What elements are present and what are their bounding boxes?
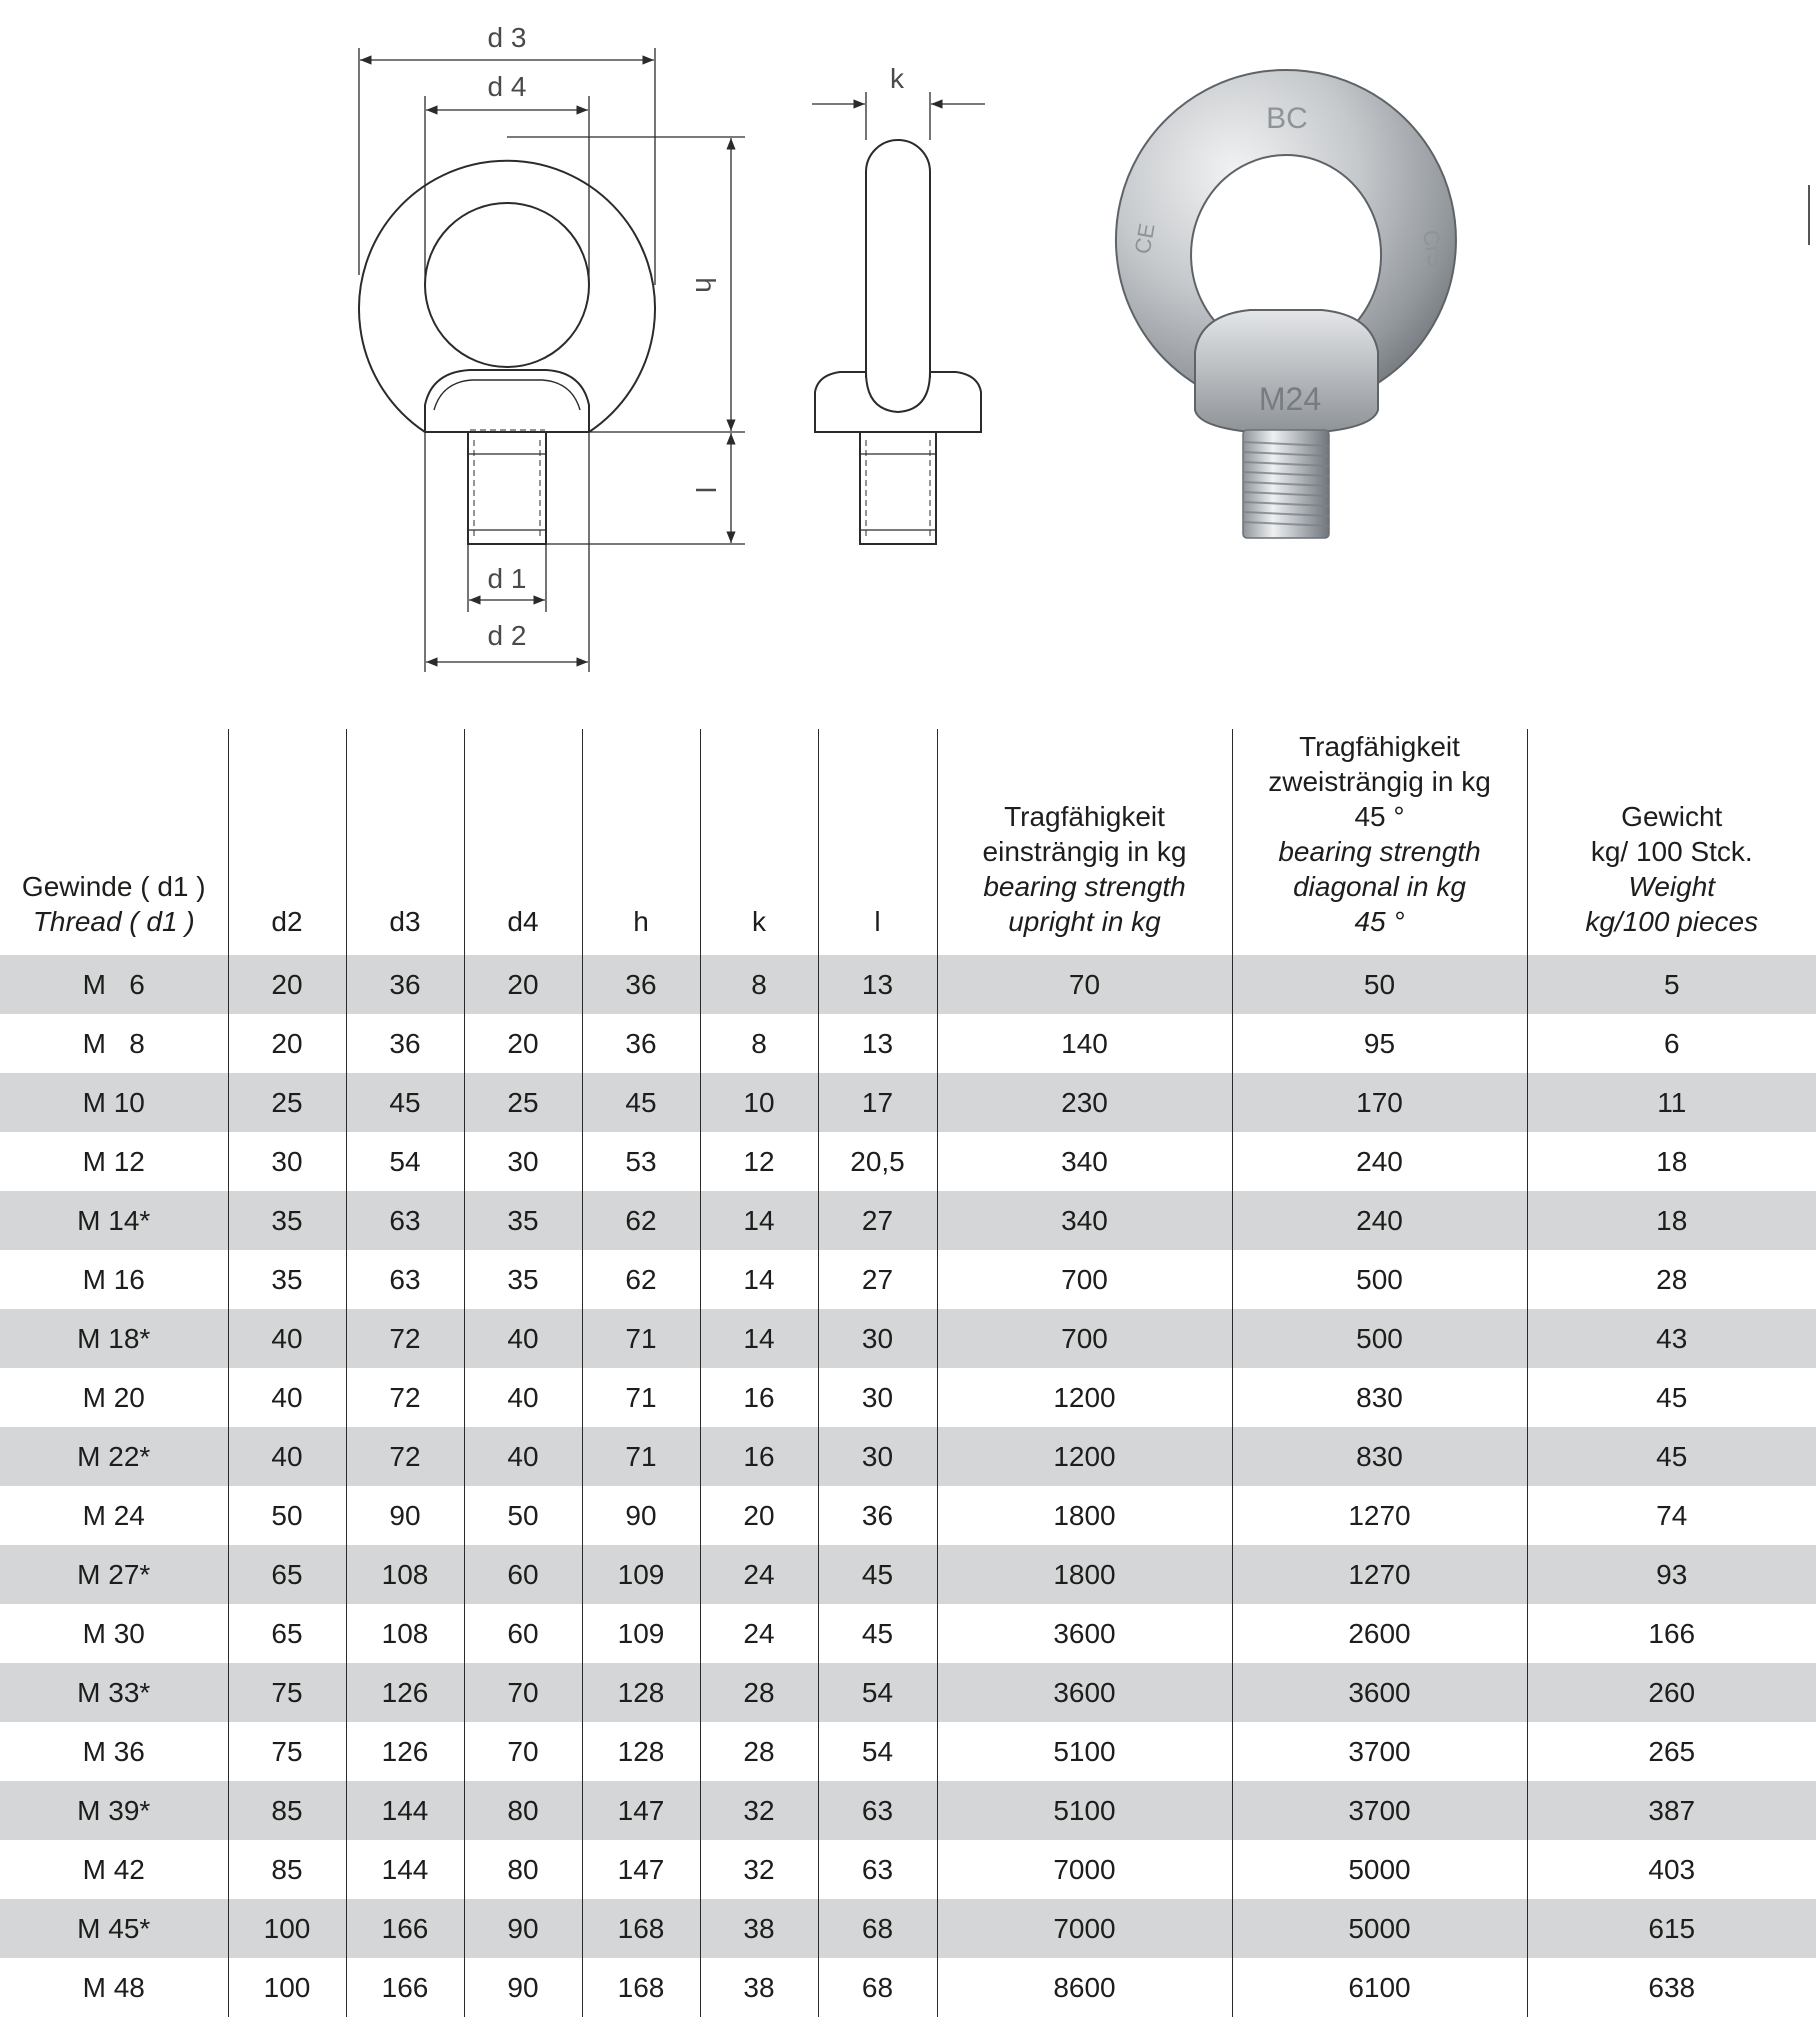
table-row <box>0 1899 1816 1958</box>
cell-weight: 11 <box>1527 1073 1816 1132</box>
cell-bearing-diagonal: 6100 <box>1232 1958 1527 2017</box>
cell-d2: 65 <box>228 1604 346 1663</box>
cell-l: 63 <box>818 1840 937 1899</box>
cell-bearing-upright: 1800 <box>937 1545 1232 1604</box>
cell-k: 38 <box>700 1899 818 1958</box>
column-header-weight <box>1527 729 1816 955</box>
cell-d3: 108 <box>346 1604 464 1663</box>
thread-shank <box>468 432 546 544</box>
cell-d4: 40 <box>464 1368 582 1427</box>
cell-d4: 20 <box>464 955 582 1014</box>
cell-h: 71 <box>582 1368 700 1427</box>
photo-marking-m24: M24 <box>1258 381 1322 417</box>
cell-d3: 63 <box>346 1191 464 1250</box>
cell-l: 63 <box>818 1781 937 1840</box>
header-line-english: kg/100 pieces <box>1585 906 1759 937</box>
cell-h: 71 <box>582 1309 700 1368</box>
cell-bearing-upright: 340 <box>937 1132 1232 1191</box>
table-header-row <box>0 729 1816 955</box>
cell-d4: 50 <box>464 1486 582 1545</box>
cell-h: 147 <box>582 1840 700 1899</box>
cell-bearing-upright: 7000 <box>937 1899 1232 1958</box>
cell-bearing-upright: 3600 <box>937 1663 1232 1722</box>
cell-h: 168 <box>582 1958 700 2017</box>
cell-thread: M 42 <box>82 1853 145 1885</box>
header-line-english: bearing strength <box>1278 836 1481 867</box>
cell-h: 109 <box>582 1604 700 1663</box>
cell-d2: 35 <box>228 1250 346 1309</box>
cell-h: 71 <box>582 1427 700 1486</box>
cell-bearing-upright: 1200 <box>937 1427 1232 1486</box>
cell-bearing-upright: 140 <box>937 1014 1232 1073</box>
cell-bearing-diagonal: 240 <box>1232 1191 1527 1250</box>
cell-d3: 72 <box>346 1309 464 1368</box>
cell-thread: M 22* <box>0 1427 228 1486</box>
cell-weight: 638 <box>1527 1958 1816 2017</box>
cell-k: 20 <box>700 1486 818 1545</box>
cell-weight: 18 <box>1527 1132 1816 1191</box>
table-row <box>0 1663 1816 1722</box>
cell-l: 13 <box>818 1014 937 1073</box>
cell-bearing-diagonal: 1270 <box>1232 1486 1527 1545</box>
cell-h: 128 <box>582 1722 700 1781</box>
cell-bearing-diagonal: 95 <box>1232 1014 1527 1073</box>
table-row <box>0 1073 1816 1132</box>
cell-weight: 45 <box>1527 1368 1816 1427</box>
cell-d3: 126 <box>346 1722 464 1781</box>
header-line-english: upright in kg <box>1008 906 1161 937</box>
label-d3: d 3 <box>487 22 527 53</box>
cell-bearing-upright: 230 <box>937 1073 1232 1132</box>
cell-d4: 80 <box>464 1840 582 1899</box>
table-row <box>0 1309 1816 1368</box>
cell-d2: 100 <box>228 1958 346 2017</box>
cell-d3: 72 <box>346 1427 464 1486</box>
cell-d4: 20 <box>464 1014 582 1073</box>
cell-d3: 72 <box>346 1368 464 1427</box>
cell-l: 27 <box>818 1191 937 1250</box>
cell-h: 90 <box>582 1486 700 1545</box>
cell-l: 30 <box>818 1427 937 1486</box>
cell-h: 168 <box>582 1899 700 1958</box>
cell-bearing-upright: 70 <box>937 955 1232 1014</box>
cell-d2: 40 <box>228 1368 346 1427</box>
cell-d4: 70 <box>464 1722 582 1781</box>
cell-d2: 75 <box>228 1722 346 1781</box>
header-line-english: Weight <box>1628 871 1716 902</box>
cell-d3: 108 <box>346 1545 464 1604</box>
cell-k: 24 <box>700 1545 818 1604</box>
cell-l: 30 <box>818 1309 937 1368</box>
cell-bearing-diagonal: 500 <box>1232 1309 1527 1368</box>
cell-d2: 40 <box>228 1427 346 1486</box>
spec-table <box>0 729 1816 2017</box>
cell-thread: M 14* <box>0 1191 228 1250</box>
header-line: l <box>874 906 881 937</box>
cell-thread: M 48 <box>82 1971 145 2003</box>
cell-bearing-diagonal: 5000 <box>1232 1899 1527 1958</box>
cell-d3: 54 <box>346 1132 464 1191</box>
dimension-labels <box>488 22 905 651</box>
cell-thread: M 39* <box>0 1781 228 1840</box>
cell-d2: 100 <box>228 1899 346 1958</box>
cell-d3: 90 <box>346 1486 464 1545</box>
cell-d3: 126 <box>346 1663 464 1722</box>
cell-bearing-upright: 8600 <box>937 1958 1232 2017</box>
cell-bearing-upright: 7000 <box>937 1840 1232 1899</box>
label-h: h <box>690 277 721 293</box>
cell-d2: 75 <box>228 1663 346 1722</box>
cell-bearing-diagonal: 5000 <box>1232 1840 1527 1899</box>
cell-weight: 615 <box>1527 1899 1816 1958</box>
cell-weight: 18 <box>1527 1191 1816 1250</box>
cell-h: 45 <box>582 1073 700 1132</box>
column-header-h <box>582 729 700 955</box>
cell-h: 109 <box>582 1545 700 1604</box>
cell-d2: 65 <box>228 1545 346 1604</box>
eye-inner-hole <box>425 203 589 367</box>
header-line: Tragfähigkeit <box>1004 801 1165 832</box>
cell-k: 14 <box>700 1250 818 1309</box>
cell-k: 12 <box>700 1132 818 1191</box>
cell-k: 28 <box>700 1722 818 1781</box>
cell-h: 53 <box>582 1132 700 1191</box>
cell-d2: 85 <box>228 1781 346 1840</box>
cell-k: 16 <box>700 1368 818 1427</box>
header-line: einsträngig in kg <box>982 836 1187 867</box>
cell-weight: 403 <box>1527 1840 1816 1899</box>
dimension-lines <box>359 48 745 672</box>
cell-l: 20,5 <box>818 1132 937 1191</box>
cell-weight: 166 <box>1527 1604 1816 1663</box>
header-line: Tragfähigkeit <box>1299 731 1460 762</box>
column-header-d3 <box>346 729 464 955</box>
cell-d2: 30 <box>228 1132 346 1191</box>
cell-bearing-diagonal: 500 <box>1232 1250 1527 1309</box>
cell-d4: 35 <box>464 1250 582 1309</box>
cell-k: 8 <box>700 1014 818 1073</box>
cell-thread: M 33* <box>0 1663 228 1722</box>
cell-thread: M 16 <box>82 1263 145 1295</box>
cell-l: 68 <box>818 1958 937 2017</box>
cell-bearing-diagonal: 50 <box>1232 955 1527 1014</box>
cell-h: 62 <box>582 1191 700 1250</box>
cell-h: 62 <box>582 1250 700 1309</box>
cell-weight: 45 <box>1527 1427 1816 1486</box>
header-line: d3 <box>389 906 421 937</box>
cell-thread: M 24 <box>82 1499 145 1531</box>
cell-l: 36 <box>818 1486 937 1545</box>
cell-k: 32 <box>700 1840 818 1899</box>
column-header-bearing-diagonal <box>1232 729 1527 955</box>
cell-d4: 90 <box>464 1899 582 1958</box>
cell-l: 54 <box>818 1722 937 1781</box>
column-header-d2 <box>228 729 346 955</box>
cell-bearing-diagonal: 240 <box>1232 1132 1527 1191</box>
cell-l: 45 <box>818 1545 937 1604</box>
cell-weight: 260 <box>1527 1663 1816 1722</box>
cell-weight: 6 <box>1527 1014 1816 1073</box>
table-row <box>0 1368 1816 1427</box>
eye-ring-outline <box>359 161 655 432</box>
cell-k: 24 <box>700 1604 818 1663</box>
table-body <box>0 955 1816 2017</box>
cell-bearing-diagonal: 170 <box>1232 1073 1527 1132</box>
table-row <box>0 1781 1816 1840</box>
photo-marking-ce: CE <box>1129 221 1160 256</box>
cell-h: 128 <box>582 1663 700 1722</box>
cell-bearing-diagonal: 1270 <box>1232 1545 1527 1604</box>
cell-h: 147 <box>582 1781 700 1840</box>
photo-marking-crs: CrS <box>1417 227 1449 270</box>
table-row <box>0 1958 1816 2017</box>
cell-bearing-diagonal: 3600 <box>1232 1663 1527 1722</box>
cell-l: 13 <box>818 955 937 1014</box>
side-thread-shank <box>860 432 936 544</box>
cell-bearing-upright: 1200 <box>937 1368 1232 1427</box>
cell-thread: M 18* <box>0 1309 228 1368</box>
header-line: Gewicht <box>1621 801 1723 832</box>
cell-d3: 36 <box>346 955 464 1014</box>
header-line: kg/ 100 Stck. <box>1590 836 1753 867</box>
cell-k: 10 <box>700 1073 818 1132</box>
cell-d2: 85 <box>228 1840 346 1899</box>
cell-k: 14 <box>700 1309 818 1368</box>
cell-weight: 5 <box>1527 955 1816 1014</box>
photo-marking-bc: BC <box>1266 102 1308 135</box>
cell-d2: 40 <box>228 1309 346 1368</box>
cell-l: 30 <box>818 1368 937 1427</box>
cell-d4: 40 <box>464 1427 582 1486</box>
cell-bearing-diagonal: 830 <box>1232 1427 1527 1486</box>
cell-thread: M 10 <box>0 1073 228 1132</box>
cell-l: 17 <box>818 1073 937 1132</box>
cell-k: 16 <box>700 1427 818 1486</box>
label-d2: d 2 <box>487 620 527 651</box>
table-row <box>0 1486 1816 1545</box>
cell-k: 8 <box>700 955 818 1014</box>
cell-d3: 45 <box>346 1073 464 1132</box>
cell-bearing-upright: 700 <box>937 1250 1232 1309</box>
cell-weight: 28 <box>1527 1250 1816 1309</box>
cell-d4: 25 <box>464 1073 582 1132</box>
table-row <box>0 1604 1816 1663</box>
cell-weight: 387 <box>1527 1781 1816 1840</box>
cell-h: 36 <box>582 1014 700 1073</box>
cell-d3: 144 <box>346 1840 464 1899</box>
cell-l: 54 <box>818 1663 937 1722</box>
cell-d4: 80 <box>464 1781 582 1840</box>
table-row <box>0 1191 1816 1250</box>
table-row <box>0 1722 1816 1781</box>
table-row <box>0 1840 1816 1899</box>
cell-d2: 35 <box>228 1191 346 1250</box>
cell-thread: M 6 <box>0 955 228 1014</box>
cell-d4: 70 <box>464 1663 582 1722</box>
cell-d2: 20 <box>228 955 346 1014</box>
header-line: 45 ° <box>1354 801 1405 832</box>
column-header-bearing-upright <box>937 729 1232 955</box>
cell-thread: M 12 <box>82 1145 145 1177</box>
cell-weight: 43 <box>1527 1309 1816 1368</box>
table-row <box>0 1250 1816 1309</box>
label-d4: d 4 <box>487 71 527 102</box>
cell-weight: 74 <box>1527 1486 1816 1545</box>
cell-d3: 63 <box>346 1250 464 1309</box>
cell-thread: M 30 <box>82 1617 145 1649</box>
column-header-d4 <box>464 729 582 955</box>
table-row <box>0 1014 1816 1073</box>
cell-bearing-upright: 5100 <box>937 1781 1232 1840</box>
cell-k: 32 <box>700 1781 818 1840</box>
cell-d3: 166 <box>346 1899 464 1958</box>
header-line: k <box>752 906 766 937</box>
cell-bearing-diagonal: 3700 <box>1232 1722 1527 1781</box>
header-line-english: diagonal in kg <box>1293 871 1466 902</box>
cell-bearing-diagonal: 2600 <box>1232 1604 1527 1663</box>
header-line-english: 45 ° <box>1354 906 1405 937</box>
label-l: l <box>690 486 721 494</box>
cell-weight: 265 <box>1527 1722 1816 1781</box>
cell-d4: 35 <box>464 1191 582 1250</box>
cell-l: 68 <box>818 1899 937 1958</box>
table-row <box>0 1427 1816 1486</box>
header-line: d4 <box>507 906 539 937</box>
cell-bearing-upright: 3600 <box>937 1604 1232 1663</box>
cell-k: 28 <box>700 1663 818 1722</box>
cell-weight: 93 <box>1527 1545 1816 1604</box>
header-line: Gewinde ( d1 ) <box>21 871 206 902</box>
table-row <box>0 1545 1816 1604</box>
side-collar-outline <box>815 372 981 432</box>
cell-bearing-upright: 5100 <box>937 1722 1232 1781</box>
cell-d3: 144 <box>346 1781 464 1840</box>
cell-l: 45 <box>818 1604 937 1663</box>
cell-d2: 50 <box>228 1486 346 1545</box>
cell-bearing-upright: 340 <box>937 1191 1232 1250</box>
column-header-thread <box>0 729 228 955</box>
column-header-k <box>700 729 818 955</box>
cell-l: 27 <box>818 1250 937 1309</box>
cell-bearing-upright: 700 <box>937 1309 1232 1368</box>
cell-d4: 60 <box>464 1545 582 1604</box>
header-line-english: Thread ( d1 ) <box>32 906 195 937</box>
cell-k: 14 <box>700 1191 818 1250</box>
eye-bolt-photo <box>1116 70 1456 538</box>
side-view <box>815 140 981 544</box>
cell-bearing-upright: 1800 <box>937 1486 1232 1545</box>
label-k: k <box>890 63 904 94</box>
header-line: zweisträngig in kg <box>1268 766 1491 797</box>
cell-bearing-diagonal: 3700 <box>1232 1781 1527 1840</box>
cell-d2: 25 <box>228 1073 346 1132</box>
cell-thread: M 20 <box>82 1381 145 1413</box>
cell-d4: 40 <box>464 1309 582 1368</box>
technical-drawing <box>0 0 1816 700</box>
cell-thread: M 27* <box>0 1545 228 1604</box>
cell-d4: 30 <box>464 1132 582 1191</box>
header-line: h <box>633 906 649 937</box>
header-line-english: bearing strength <box>983 871 1186 902</box>
front-view <box>359 161 655 544</box>
cell-bearing-diagonal: 830 <box>1232 1368 1527 1427</box>
table-row <box>0 955 1816 1014</box>
cell-d2: 20 <box>228 1014 346 1073</box>
label-d1: d 1 <box>487 563 527 594</box>
column-header-l <box>818 729 937 955</box>
side-dimension-k <box>812 92 985 140</box>
side-eye-outline <box>866 140 930 378</box>
cell-d4: 60 <box>464 1604 582 1663</box>
cell-k: 38 <box>700 1958 818 2017</box>
cell-d3: 36 <box>346 1014 464 1073</box>
cell-d3: 166 <box>346 1958 464 2017</box>
header-line: d2 <box>271 906 303 937</box>
cell-h: 36 <box>582 955 700 1014</box>
cell-d4: 90 <box>464 1958 582 2017</box>
cell-thread: M 36 <box>82 1735 145 1767</box>
cell-thread: M 45* <box>0 1899 228 1958</box>
table-row <box>0 1132 1816 1191</box>
cell-thread: M 8 <box>82 1027 145 1059</box>
